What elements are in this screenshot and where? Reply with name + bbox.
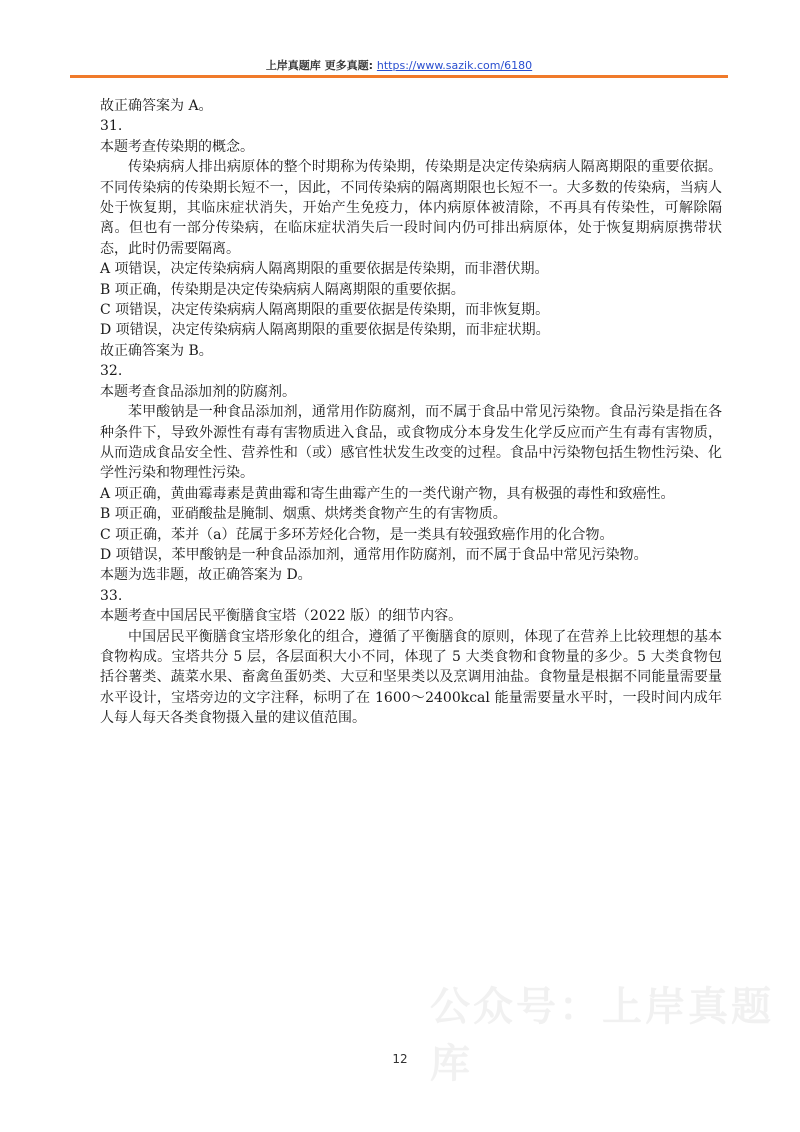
question-number: 31. [100,118,123,135]
paragraph: 本题考查中国居民平衡膳食宝塔（2022 版）的细节内容。 [100,608,463,625]
header-link[interactable]: https://www.sazik.com/6180 [376,59,533,72]
paragraph: 中国居民平衡膳食宝塔形象化的组合，遵循了平衡膳食的原则，体现了在营养上比较理想的基本食物构成。宝塔共分 5 层，各层面积大小不同，体现了 5 大类食物和食物量的多少。5 大类食物包括谷薯类、蔬菜水果、畜禽鱼蛋奶类、大豆和坚果类以及烹调用油盐。食物量是根据不同能量需要量水平设计，宝塔旁边的文字注释，标明了在 1600～2400kcal 能量需要量水平时，一段时间内成年人每人每天各类食物摄入量的建议值范围。 [100,628,722,727]
header-divider [70,75,728,78]
paragraph: 故正确答案为 A。 [100,98,213,114]
answer-line: 本题为选非题，故正确答案为 D。 [100,567,312,584]
watermark: 公众号：上岸真题库 [430,984,774,1087]
answer-content [100,96,722,729]
paragraph: 苯甲酸钠是一种食品添加剂，通常用作防腐剂，而不属于食品中常见污染物。食品污染是指在各种条件下，导致外源性有毒有害物质进入食品，或食物成分本身发生化学反应而产生有毒有害物质，从而造成食品安全性、营养性和（或）感官性状发生改变的过程。食品中污染物包括生物性污染、化学性污染和物理性污染。 [100,404,722,482]
option-analysis: C 项错误，决定传染病病人隔离期限的重要依据是传染期，而非恢复期。 [100,302,550,319]
page-number: 12 [392,1052,408,1066]
option-analysis: B 项正确，传染期是决定传染病病人隔离期限的重要依据。 [100,281,465,298]
page-header [70,57,728,73]
header-label: 上岸真题库 更多真题: [265,59,374,72]
option-analysis: C 项正确，苯并（a）芘属于多环芳烃化合物，是一类具有较强致癌作用的化合物。 [100,526,614,543]
option-analysis: B 项正确，亚硝酸盐是腌制、烟熏、烘烤类食物产生的有害物质。 [100,506,507,523]
question-number: 32. [100,363,123,380]
paragraph: 传染病病人排出病原体的整个时期称为传染期，传染期是决定传染病病人隔离期限的重要依据。不同传染病的传染期长短不一，因此，不同传染病的隔离期限也长短不一。大多数的传染病，当病人处于恢复期，其临床症状消失，开始产生免疫力，体内病原体被清除，不再具有传染性，可解除隔离。但也有一部分传染病，在临床症状消失后一段时间内仍可排出病原体，处于恢复期病原携带状态，此时仍需要隔离。 [100,159,722,257]
paragraph: 本题考查传染期的概念。 [100,138,254,155]
question-number: 33. [100,587,123,604]
paragraph: 本题考查食品添加剂的防腐剂。 [100,383,296,400]
option-analysis: D 项错误，苯甲酸钠是一种食品添加剂，通常用作防腐剂，而不属于食品中常见污染物。 [100,546,648,563]
option-analysis: A 项正确，黄曲霉毒素是黄曲霉和寄生曲霉产生的一类代谢产物，具有极强的毒性和致癌性。 [100,485,675,502]
answer-line: 故正确答案为 B。 [100,342,213,359]
option-analysis: D 项错误，决定传染病病人隔离期限的重要依据是传染期，而非症状期。 [100,322,550,339]
option-analysis: A 项错误，决定传染病病人隔离期限的重要依据是传染期，而非潜伏期。 [100,261,549,278]
